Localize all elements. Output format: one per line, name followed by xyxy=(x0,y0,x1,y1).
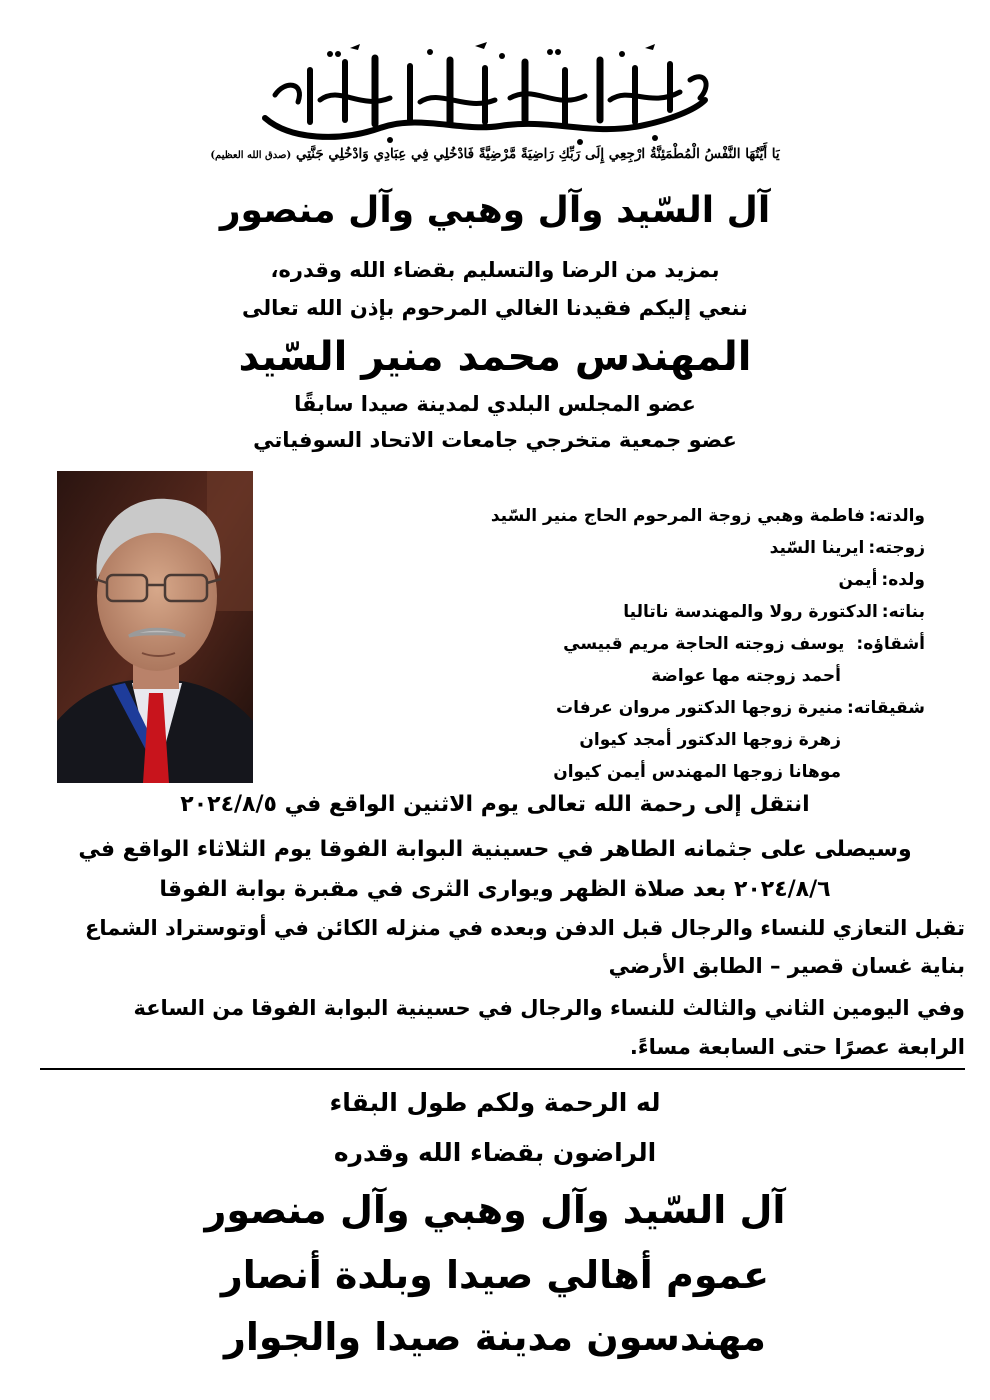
relative-sisters xyxy=(305,692,925,724)
deceased-photo xyxy=(57,471,253,783)
mother-label: والدته: xyxy=(868,506,925,526)
closing-residents: عموم أهالي صيدا وبلدة أنصار xyxy=(220,1253,770,1297)
closing-line-1: له الرحمة ولكم طول البقاء xyxy=(329,1088,661,1117)
verse-suffix: (صدق الله العظيم) xyxy=(210,150,292,161)
relative-mother xyxy=(305,500,925,532)
son-label: ولده: xyxy=(881,570,925,590)
condolences-line-3: وفي اليومين الثاني والثالث للنساء والرجال في حسينية البوابة الفوقا من الساعة xyxy=(133,996,965,1020)
relative-sister-2 xyxy=(305,724,925,756)
intro-line-1: بمزيد من الرضا والتسليم بقضاء الله وقدره، xyxy=(270,258,720,282)
wife-label: زوجته: xyxy=(868,538,925,558)
relative-daughters xyxy=(305,596,925,628)
brother-2: أحمد زوجته مها عواضة xyxy=(651,666,841,686)
closing-families: آل السّيد وآل وهبي وآل منصور xyxy=(204,1188,786,1232)
sister-2: زهرة زوجها الدكتور أمجد كيوان xyxy=(579,730,841,750)
announcement-line-3: ٢٠٢٤/٨/٦ بعد صلاة الظهر ويوارى الثرى في مقبرة بوابة الفوقا xyxy=(159,877,831,902)
deceased-name: المهندس محمد منير السّيد xyxy=(238,334,752,380)
deceased-role-1: عضو المجلس البلدي لمدينة صيدا سابقًا xyxy=(294,392,696,416)
sister-1: منيرة زوجها الدكتور مروان عرفات xyxy=(555,698,843,718)
intro-line-2: ننعي إليكم فقيدنا الغالي المرحوم بإذن الله تعالى xyxy=(242,296,748,320)
relatives-list xyxy=(305,500,925,788)
calligraphy-header xyxy=(250,40,720,150)
relative-wife xyxy=(305,532,925,564)
closing-engineers: مهندسون مدينة صيدا والجوار xyxy=(224,1315,766,1359)
condolences-line-1: تقبل التعازي للنساء والرجال قبل الدفن وبعده في منزله الكائن في أوتوستراد الشماع xyxy=(84,916,965,940)
daughters-value: الدكتورة رولا والمهندسة ناتاليا xyxy=(623,602,878,622)
closing-line-2: الراضون بقضاء الله وقدره xyxy=(333,1138,657,1167)
relative-brothers xyxy=(305,628,925,660)
quran-verse xyxy=(30,146,960,162)
relative-son xyxy=(305,564,925,596)
condolences-line-4: الرابعة عصرًا حتى السابعة مساءً. xyxy=(629,1035,965,1059)
mother-value: فاطمة وهبي زوجة المرحوم الحاج منير السّيد xyxy=(490,506,865,526)
deceased-role-2: عضو جمعية متخرجي جامعات الاتحاد السوفياتي xyxy=(253,428,737,452)
sisters-label: شقيقاته: xyxy=(846,698,925,718)
relative-brother-2 xyxy=(305,660,925,692)
families-heading: آل السّيد وآل وهبي وآل منصور xyxy=(219,190,771,231)
brothers-label: أشقاؤه: xyxy=(856,634,925,654)
daughters-label: بناته: xyxy=(881,602,925,622)
sister-3: موهانا زوجها المهندس أيمن كيوان xyxy=(553,762,841,782)
announcement-line-2: وسيصلى على جثمانه الطاهر في حسينية البوابة الفوقا يوم الثلاثاء الواقع في xyxy=(78,837,912,862)
divider xyxy=(40,1068,965,1070)
relative-sister-3 xyxy=(305,756,925,788)
announcement-line-1: انتقل إلى رحمة الله تعالى يوم الاثنين الواقع في ٢٠٢٤/٨/٥ xyxy=(180,792,810,817)
brother-1: يوسف زوجته الحاجة مريم قبيسي xyxy=(563,634,845,654)
condolences-line-2: بناية غسان قصير – الطابق الأرضي xyxy=(608,954,965,978)
wife-value: ايرينا السّيد xyxy=(769,538,865,558)
son-value: أيمن xyxy=(838,570,878,590)
verse-text: يَا أَيَّتُهَا النَّفْسُ الْمُطْمَئِنَّةُ ارْجِعِي إِلَى رَبِّكِ رَاضِيَةً مَّرْضِيَّةً فَادْخُلِي فِي عِبَادِي وَادْخُلِي جَنَّتِي xyxy=(295,146,780,162)
